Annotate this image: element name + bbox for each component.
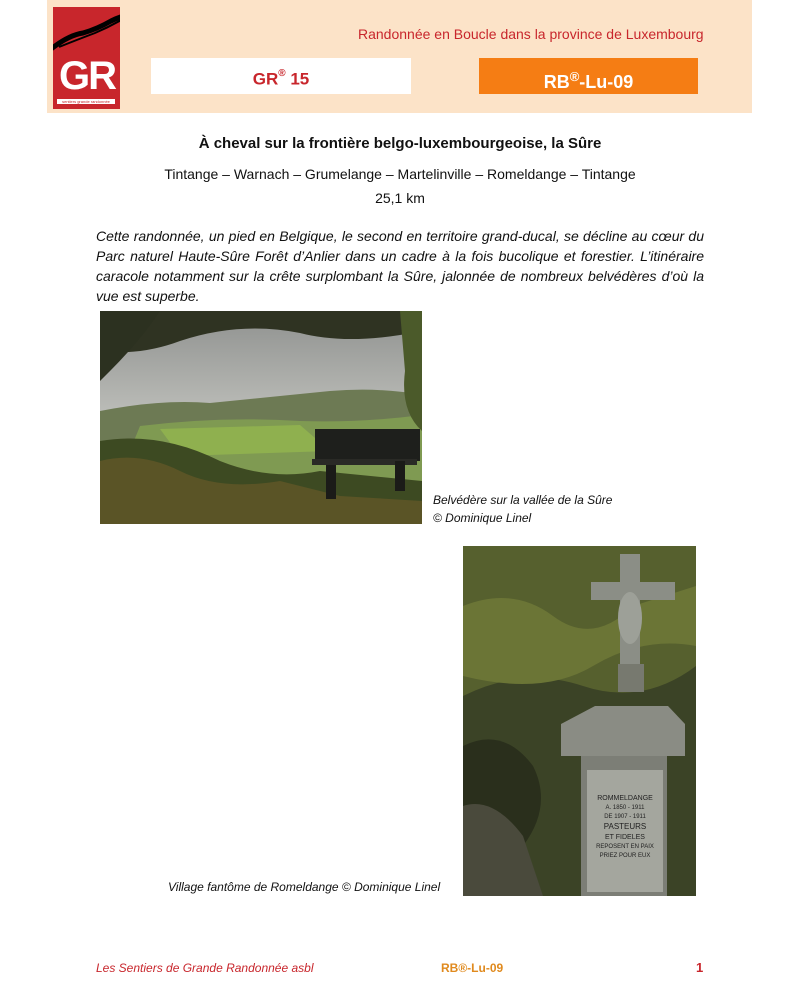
route-description: Tintange – Warnach – Grumelange – Martelinville – Romeldange – Tintange: [164, 166, 636, 182]
photo-caption-romeldange: Village fantôme de Romeldange © Dominique Linel: [168, 880, 441, 894]
plaque-line: ROMMELDANGE: [597, 795, 653, 802]
plaque-line: DE 1907 - 1911: [604, 814, 646, 820]
rb-registered-mark: ®: [569, 69, 580, 84]
footer-route-code: RB®-Lu-09: [441, 961, 504, 975]
belvedere-photo: [100, 311, 422, 524]
header-subtitle: Randonnée en Boucle dans la province de Luxembourg: [358, 26, 704, 42]
caption-line: Belvédère sur la vallée de la Sûre: [433, 493, 613, 507]
logo-tagline: sentiers grande randonnée: [57, 99, 115, 104]
footer-organization: Les Sentiers de Grande Randonnée asbl: [96, 961, 314, 975]
rb-code: -Lu-09: [579, 72, 634, 92]
plaque-line: PRIEZ POUR EUX: [599, 853, 651, 859]
brush-stroke-icon: [53, 13, 120, 53]
route-distance: 25,1 km: [375, 190, 425, 206]
photo-caption-belvedere: [433, 491, 612, 527]
plaque-line: A. 1850 - 1911: [605, 805, 645, 811]
gr-number: 15: [285, 69, 310, 89]
gr-badge: [151, 58, 411, 94]
caption-credit: © Dominique Linel: [433, 511, 532, 525]
intro-paragraph: Cette randonnée, un pied en Belgique, le second en territoire grand-ducal, se décline au cœur du Parc naturel Haute-Sûre Forêt d’Anlier dans un cadre à la fois bucolique et forestier. L’itinéraire caracole notamment sur la crête surplombant la Sûre, jalonnée de nombreux belvédères d’où la vue est superbe.: [96, 228, 704, 304]
gr-logo: [53, 7, 120, 109]
plaque-line: REPOSENT EN PAIX: [596, 844, 654, 850]
page-number: 1: [696, 960, 704, 975]
page-title: À cheval sur la frontière belgo-luxembourgeoise, la Sûre: [198, 135, 602, 152]
gr-registered-mark: ®: [278, 68, 286, 79]
gr-label: GR: [252, 69, 279, 89]
page-header: [47, 0, 752, 113]
logo-text: GR: [59, 54, 115, 98]
romeldange-cross-photo: [463, 546, 696, 896]
rb-badge: [479, 58, 698, 94]
plaque-line: PASTEURS: [603, 822, 647, 831]
plaque-line: ET FIDELES: [605, 834, 645, 841]
rb-label: RB: [543, 72, 570, 92]
